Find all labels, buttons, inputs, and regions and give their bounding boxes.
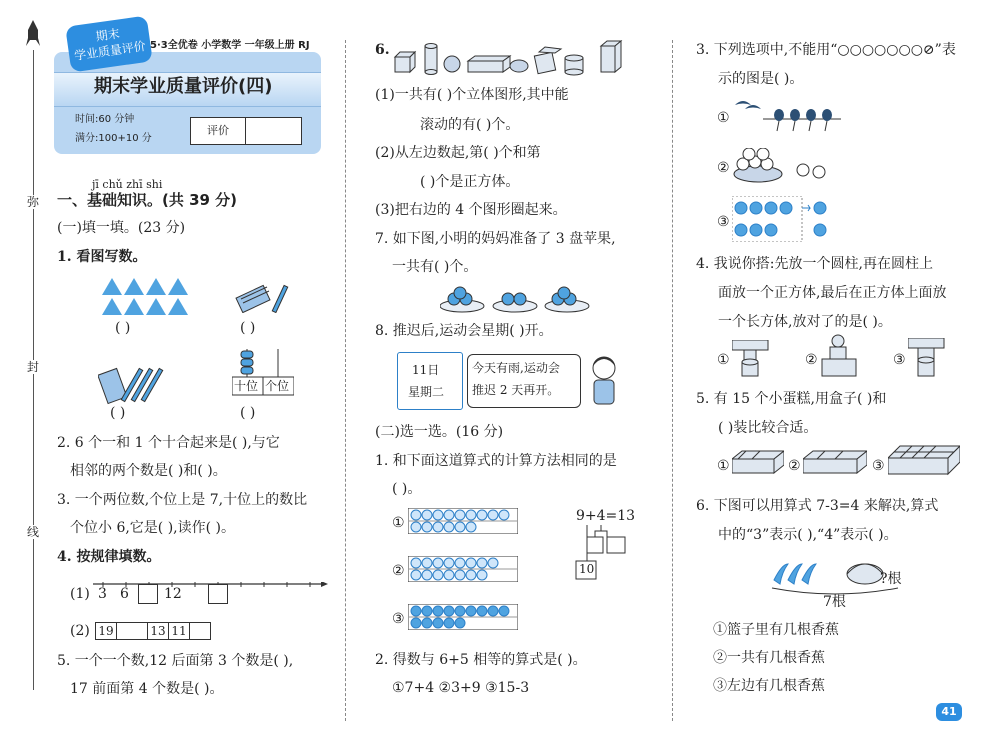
c3-q5-opt3: ③ <box>872 458 885 474</box>
c3-q4-opt2: ② <box>805 352 818 368</box>
series-label: 5·3全优卷 小学数学 一年级上册 RJ <box>150 40 310 51</box>
total-label: 7根 <box>823 594 846 610</box>
c3-q6-answer-2: ②一共有几根香蕉 <box>713 650 825 666</box>
number-line-blank-2[interactable] <box>208 584 228 604</box>
section-pinyin: jī chǔ zhī shi <box>92 178 163 191</box>
question-4: 4. 按规律填数。 <box>57 549 161 565</box>
evaluation-box <box>190 117 302 145</box>
section-heading: 一、基础知识。(共 39 分) <box>57 191 238 209</box>
c3-q4-opt3: ③ <box>893 352 906 368</box>
q6-1a: (1)一共有( )个立体图形,其中能 <box>375 87 569 103</box>
question-2b: 相邻的两个数是( )和( )。 <box>70 463 227 479</box>
dogs-image <box>732 196 838 242</box>
exam-badge: 期末 学业质量评价 <box>65 16 153 73</box>
calendar-weekday: 星期二 <box>408 385 445 399</box>
stack-option-1 <box>732 340 772 378</box>
c3-question-3a: 3. 下列选项中,不能用“○○○○○○○⊘”表 <box>696 42 956 58</box>
birds-image <box>733 97 843 133</box>
choice-1a: 1. 和下面这道算式的计算方法相同的是 <box>375 453 617 469</box>
sequence-cell[interactable] <box>189 622 211 640</box>
time-label: 时间:60 分钟 <box>75 114 135 125</box>
choice-2: 2. 得数与 6+5 相等的算式是( )。 <box>375 652 587 668</box>
page-title: 期末学业质量评价(四) <box>94 76 273 97</box>
question-5a: 5. 一个一个数,12 后面第 3 个数是( ), <box>57 653 294 669</box>
box-option-3 <box>888 444 960 476</box>
option-1-label: ① <box>392 515 405 531</box>
chicks-image <box>733 148 833 184</box>
box-option-2 <box>803 449 867 475</box>
c3-question-5a: 5. 有 15 个小蛋糕,用盒子( )和 <box>696 391 887 407</box>
sequence-cell: 13 <box>147 622 169 640</box>
q4-2-label: (2) <box>70 623 90 639</box>
answer-blank-1b[interactable]: ( ) <box>240 320 256 336</box>
question-5b: 17 前面第 4 个数是( )。 <box>70 681 224 697</box>
question-8: 8. 推迟后,运动会星期( )开。 <box>375 323 553 339</box>
rocket-icon <box>26 20 40 46</box>
triangle-group <box>100 278 190 318</box>
number-line-value-3: 12 <box>164 586 182 602</box>
c3-question-4c: 一个长方体,放对了的是( )。 <box>718 314 892 330</box>
q6-3: (3)把右边的 4 个图形圈起来。 <box>375 202 567 218</box>
choice-2-options: ①7+4 ②3+9 ③15-3 <box>392 680 530 696</box>
unknown-label: ?根 <box>880 571 902 587</box>
number-line-blank-1[interactable] <box>138 584 158 604</box>
stack-option-2 <box>820 334 860 378</box>
q6-2b: ( )个是正方体。 <box>420 174 520 190</box>
calendar-day: 11日 <box>412 363 440 377</box>
evaluation-label: 评价 <box>191 118 246 144</box>
margin-char-3: 线 <box>27 525 40 539</box>
speech-line-1: 今天有雨,运动会 <box>472 361 560 375</box>
sequence-cell[interactable] <box>116 622 148 640</box>
column-divider-1 <box>345 40 346 721</box>
question-7a: 7. 如下图,小明的妈妈准备了 3 盘苹果, <box>375 231 616 247</box>
choice-1b: ( )。 <box>392 481 422 497</box>
stick-bundle-icon <box>233 283 293 313</box>
box-option-1 <box>732 449 784 475</box>
abacus-tens-label: 十位 <box>234 379 259 393</box>
speech-line-2: 推迟 2 天再开。 <box>472 383 560 397</box>
sub-heading-fill: (一)填一填。(23 分) <box>57 220 186 236</box>
c3-q3-opt3: ③ <box>717 214 730 230</box>
question-3b: 个位小 6,它是( ),读作( )。 <box>70 520 236 536</box>
answer-blank-1a[interactable]: ( ) <box>115 320 131 336</box>
question-1: 1. 看图写数。 <box>57 249 147 265</box>
apple-plates <box>440 284 590 314</box>
bead-frame-2 <box>408 556 518 582</box>
c3-question-4a: 4. 我说你搭:先放一个圆柱,再在圆柱上 <box>696 256 933 272</box>
q4-1-label: (1) <box>70 586 90 602</box>
bead-frame-1 <box>408 508 518 534</box>
margin-char-2: 封 <box>27 360 40 374</box>
stack-option-3 <box>908 338 948 378</box>
c3-question-6a: 6. 下图可以用算式 7-3=4 来解决,算式 <box>696 498 939 514</box>
question-2a: 2. 6 个一和 1 个十合起来是( ),与它 <box>57 435 280 451</box>
stick-bundles-icon <box>98 365 168 405</box>
split-box-value: 10 <box>579 562 595 576</box>
score-label: 满分:100+10 分 <box>75 133 152 144</box>
margin-char-1: 弥 <box>27 195 40 209</box>
c3-q5-opt1: ① <box>717 458 730 474</box>
c3-q5-opt2: ② <box>788 458 801 474</box>
sub-heading-choose: (二)选一选。(16 分) <box>375 424 504 440</box>
sequence-cell: 19 <box>95 622 117 640</box>
c3-q4-opt1: ① <box>717 352 730 368</box>
bead-frame-3 <box>408 604 518 630</box>
question-7b: 一共有( )个。 <box>392 259 478 275</box>
c3-q3-opt1: ① <box>717 110 730 126</box>
c3-q6-answer-3: ③左边有几根香蕉 <box>713 678 825 694</box>
question-3a: 3. 一个两位数,个位上是 7,十位上的数比 <box>57 492 308 508</box>
option-3-label: ③ <box>392 611 405 627</box>
girl-illustration <box>584 354 624 410</box>
number-line-value-1: 3 <box>98 586 107 602</box>
c3-question-5b: ( )装比较合适。 <box>718 420 818 436</box>
abacus-ones-label: 个位 <box>265 379 290 393</box>
number-line-value-2: 6 <box>120 586 129 602</box>
option-2-label: ② <box>392 563 405 579</box>
answer-blank-1c[interactable]: ( ) <box>110 405 126 421</box>
equation: 9+4=13 <box>576 508 636 524</box>
c3-question-4b: 面放一个正方体,最后在正方体上面放 <box>718 285 947 301</box>
c3-q3-opt2: ② <box>717 160 730 176</box>
c3-question-6b: 中的“3”表示( ),“4”表示( )。 <box>718 527 898 543</box>
sequence-cell: 11 <box>168 622 190 640</box>
q6-2a: (2)从左边数起,第( )个和第 <box>375 145 541 161</box>
c3-question-3b: 示的图是( )。 <box>718 71 804 87</box>
column-divider-2 <box>672 40 673 721</box>
solid-shapes <box>393 40 633 76</box>
answer-blank-1d[interactable]: ( ) <box>240 405 256 421</box>
number-sequence <box>95 622 210 640</box>
question-6: 6. <box>375 42 390 58</box>
q6-1b: 滚动的有( )个。 <box>420 117 520 133</box>
page-number: 41 <box>936 703 962 721</box>
calendar-card <box>397 352 463 410</box>
c3-q6-answer-1: ①篮子里有几根香蕉 <box>713 622 839 638</box>
